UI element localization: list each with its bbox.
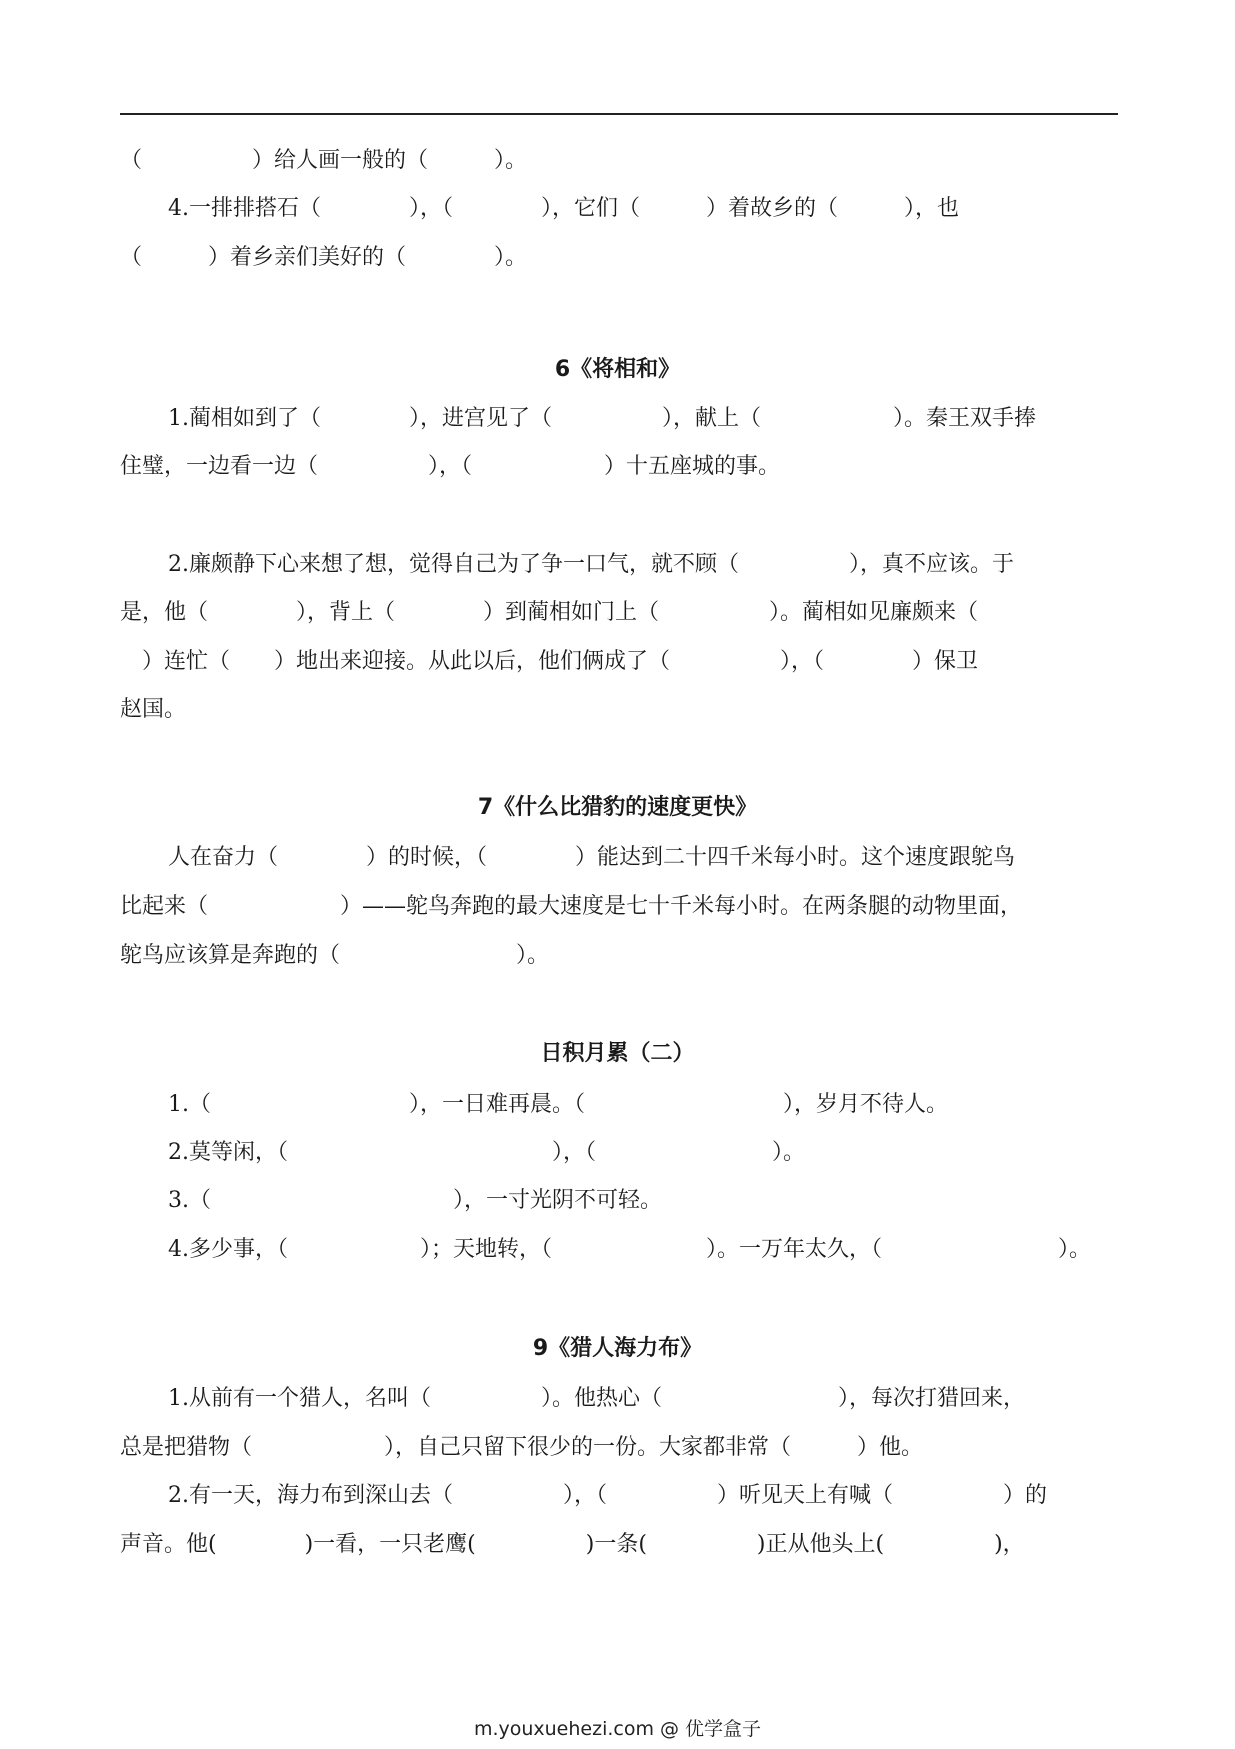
header-rule [120, 113, 1118, 115]
text-line: 比起来（ ）——鸵鸟奔跑的最大速度是七十千米每小时。在两条腿的动物里面， [120, 894, 1023, 919]
text-line: 1.（ ），一日难再晨。（ ），岁月不待人。 [168, 1092, 948, 1117]
text-line: 2.有一天，海力布到深山去（ ），（ ）听见天上有喊（ ）的 [168, 1483, 1047, 1508]
text-line: 4.一排排搭石（ ），（ ），它们（ ）着故乡的（ ），也 [168, 196, 959, 221]
text-line: （ ）给人画一般的（ ）。 [120, 148, 528, 173]
text-line: 总是把猎物（ ），自己只留下很少的一份。大家都非常（ ）他。 [120, 1435, 924, 1460]
text-line: 4.多少事，（ ）；天地转，（ ）。一万年太久，（ ）。 [168, 1237, 1091, 1262]
section-title: 日积月累（二） [540, 1041, 695, 1066]
page-footer: m.youxuehezi.com @ 优学盒子 [473, 1718, 762, 1740]
text-line: 1.蔺相如到了（ ），进宫见了（ ），献上（ ）。秦王双手捧 [168, 406, 1036, 431]
section-title: 6《将相和》 [554, 357, 681, 382]
text-line: 住璧，一边看一边（ ），（ ）十五座城的事。 [120, 454, 781, 479]
text-line: 赵国。 [120, 697, 187, 722]
text-line: 鸵鸟应该算是奔跑的（ ）。 [120, 943, 550, 968]
text-line: 人在奋力（ ）的时候，（ ）能达到二十四千米每小时。这个速度跟鸵鸟 [168, 845, 1016, 870]
section-title: 7《什么比猎豹的速度更快》 [477, 795, 758, 820]
text-line: （ ）着乡亲们美好的（ ）。 [120, 245, 528, 270]
text-line: 2.廉颇静下心来想了想，觉得自己为了争一口气，就不顾（ ），真不应该。于 [168, 552, 1014, 577]
text-line: 1.从前有一个猎人，名叫（ ）。他热心（ ），每次打猎回来， [168, 1386, 1025, 1411]
text-line: ）连忙（ ）地出来迎接。从此以后，他们俩成了（ ），（ ）保卫 [120, 649, 979, 674]
text-line: 2.莫等闲，（ ），（ ）。 [168, 1140, 805, 1165]
text-line: 是，他（ ），背上（ ）到蔺相如门上（ ）。蔺相如见廉颇来（ [120, 600, 979, 625]
section-title: 9《猎人海力布》 [532, 1336, 703, 1361]
text-line: 3.（ ），一寸光阴不可轻。 [168, 1188, 662, 1213]
text-line: 声音。他( )一看，一只老鹰( )一条( )正从他头上( )， [120, 1532, 1025, 1557]
